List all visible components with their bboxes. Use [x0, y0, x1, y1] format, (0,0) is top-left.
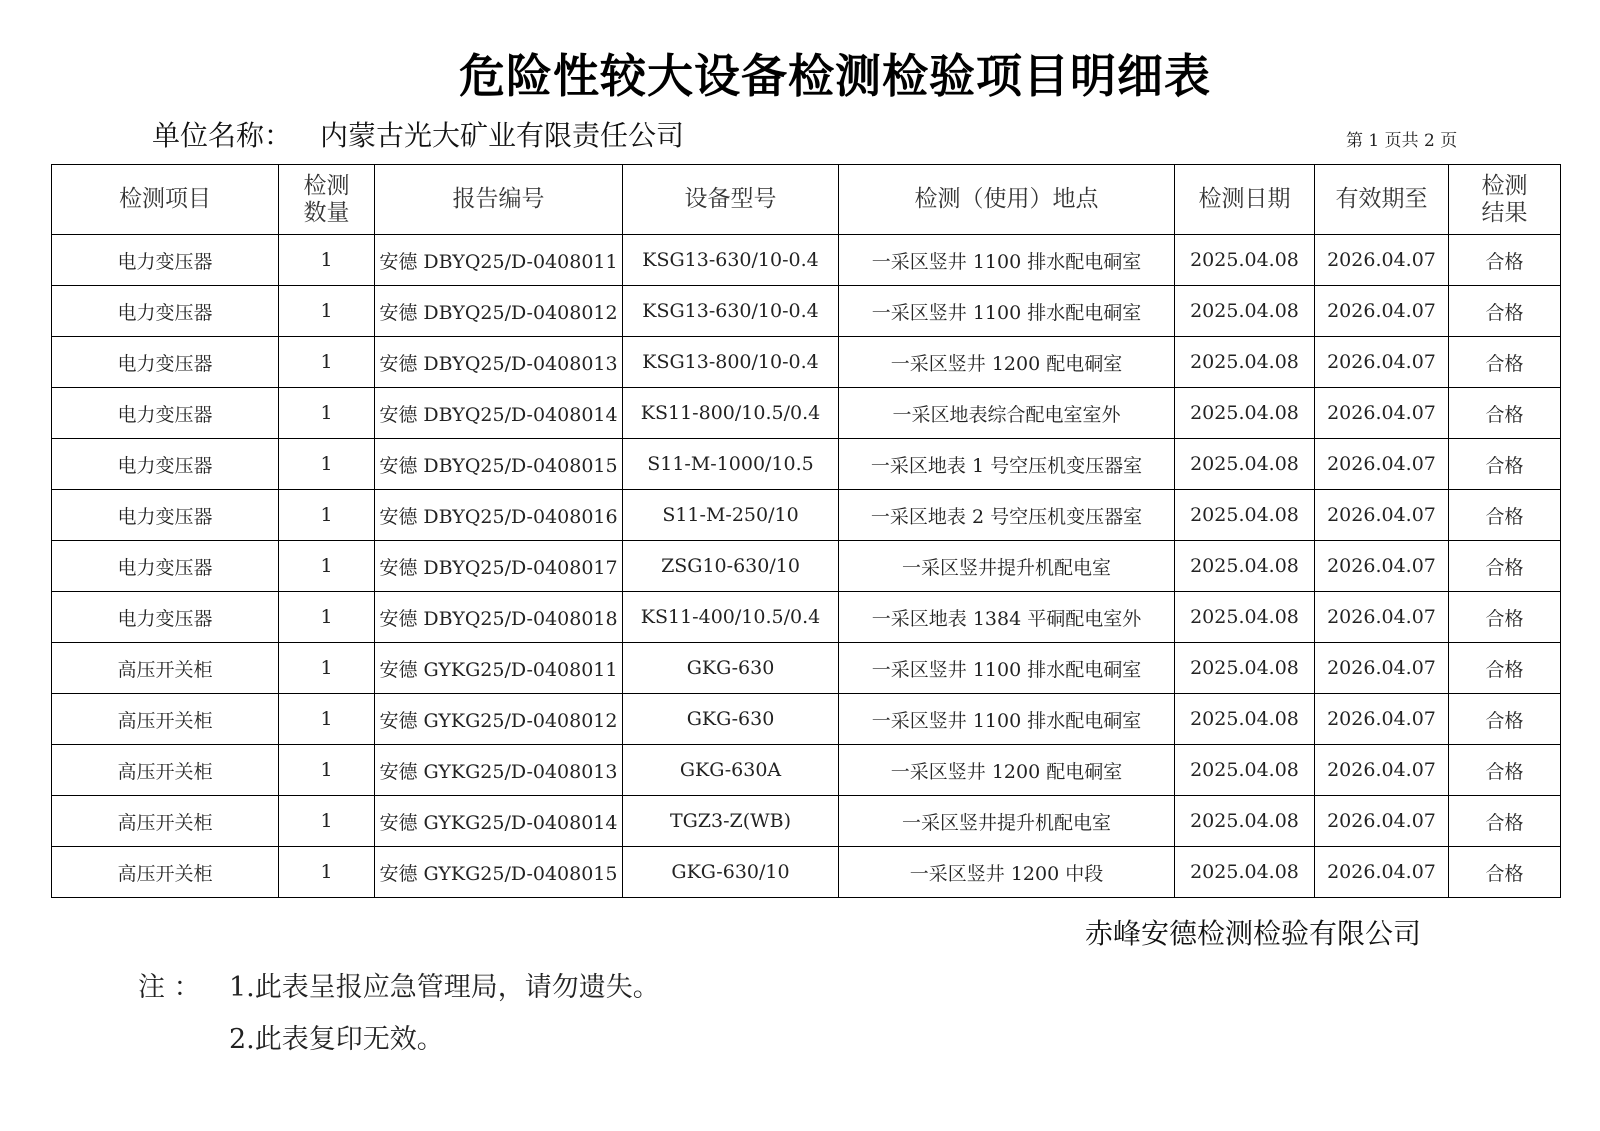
cell-result: 合格	[1449, 286, 1561, 337]
cell-valid-until: 2026.04.07	[1315, 235, 1449, 286]
cell-result: 合格	[1449, 592, 1561, 643]
cell-report-number: 安德 GYKG25/D-0408012	[375, 694, 623, 745]
cell-equipment-model: KSG13-630/10-0.4	[623, 235, 839, 286]
cell-quantity: 1	[279, 235, 375, 286]
cell-valid-until: 2026.04.07	[1315, 847, 1449, 898]
cell-test-date: 2025.04.08	[1175, 745, 1315, 796]
note-text: 1.此表呈报应急管理局，请勿遗失。	[229, 972, 660, 1003]
unit-row	[152, 114, 684, 154]
cell-report-number: 安德 GYKG25/D-0408011	[375, 643, 623, 694]
cell-test-date: 2025.04.08	[1175, 490, 1315, 541]
unit-name: 内蒙古光大矿业有限责任公司	[320, 119, 685, 152]
cell-test-date: 2025.04.08	[1175, 796, 1315, 847]
cell-report-number: 安德 DBYQ25/D-0408012	[375, 286, 623, 337]
cell-equipment-model: KS11-400/10.5/0.4	[623, 592, 839, 643]
cell-equipment-model: GKG-630	[623, 643, 839, 694]
cell-quantity: 1	[279, 286, 375, 337]
cell-result: 合格	[1449, 643, 1561, 694]
cell-test-date: 2025.04.08	[1175, 388, 1315, 439]
cell-result: 合格	[1449, 694, 1561, 745]
header-test-date: 检测日期	[1175, 165, 1315, 235]
cell-result: 合格	[1449, 439, 1561, 490]
cell-test-item: 高压开关柜	[52, 643, 279, 694]
table-row	[52, 847, 1561, 898]
cell-test-date: 2025.04.08	[1175, 541, 1315, 592]
header-quantity: 检测 数量	[279, 165, 375, 235]
cell-report-number: 安德 DBYQ25/D-0408016	[375, 490, 623, 541]
table-body	[52, 235, 1561, 898]
cell-test-date: 2025.04.08	[1175, 337, 1315, 388]
cell-test-item: 电力变压器	[52, 541, 279, 592]
cell-valid-until: 2026.04.07	[1315, 643, 1449, 694]
cell-report-number: 安德 DBYQ25/D-0408014	[375, 388, 623, 439]
document-title: 危险性较大设备检测检验项目明细表	[459, 49, 1211, 103]
note-label: 注 ：	[138, 972, 201, 1003]
cell-result: 合格	[1449, 847, 1561, 898]
table-row	[52, 643, 1561, 694]
cell-test-item: 高压开关柜	[52, 796, 279, 847]
cell-quantity: 1	[279, 643, 375, 694]
note-line	[138, 962, 660, 1014]
cell-valid-until: 2026.04.07	[1315, 490, 1449, 541]
cell-report-number: 安德 DBYQ25/D-0408018	[375, 592, 623, 643]
cell-valid-until: 2026.04.07	[1315, 796, 1449, 847]
cell-quantity: 1	[279, 694, 375, 745]
cell-result: 合格	[1449, 541, 1561, 592]
cell-test-item: 高压开关柜	[52, 694, 279, 745]
cell-report-number: 安德 GYKG25/D-0408015	[375, 847, 623, 898]
cell-location: 一采区竖井提升机配电室	[839, 796, 1175, 847]
table-row	[52, 796, 1561, 847]
cell-valid-until: 2026.04.07	[1315, 694, 1449, 745]
notes-section	[138, 962, 660, 1066]
cell-location: 一采区竖井 1100 排水配电硐室	[839, 235, 1175, 286]
cell-location: 一采区竖井 1100 排水配电硐室	[839, 694, 1175, 745]
header-location: 检测（使用）地点	[839, 165, 1175, 235]
table-row	[52, 388, 1561, 439]
header-valid-until: 有效期至	[1315, 165, 1449, 235]
cell-equipment-model: GKG-630A	[623, 745, 839, 796]
cell-report-number: 安德 DBYQ25/D-0408015	[375, 439, 623, 490]
cell-test-item: 高压开关柜	[52, 745, 279, 796]
cell-equipment-model: S11-M-250/10	[623, 490, 839, 541]
cell-location: 一采区地表 1384 平硐配电室外	[839, 592, 1175, 643]
note-text: 2.此表复印无效。	[229, 1024, 444, 1055]
cell-valid-until: 2026.04.07	[1315, 286, 1449, 337]
cell-valid-until: 2026.04.07	[1315, 541, 1449, 592]
cell-location: 一采区地表 1 号空压机变压器室	[839, 439, 1175, 490]
cell-equipment-model: GKG-630/10	[623, 847, 839, 898]
header-test-item: 检测项目	[52, 165, 279, 235]
table-row	[52, 490, 1561, 541]
header-result: 检测 结果	[1449, 165, 1561, 235]
cell-report-number: 安德 DBYQ25/D-0408013	[375, 337, 623, 388]
cell-valid-until: 2026.04.07	[1315, 337, 1449, 388]
cell-report-number: 安德 DBYQ25/D-0408017	[375, 541, 623, 592]
cell-location: 一采区竖井 1200 中段	[839, 847, 1175, 898]
cell-equipment-model: TGZ3-Z(WB)	[623, 796, 839, 847]
table-row	[52, 694, 1561, 745]
cell-test-item: 电力变压器	[52, 592, 279, 643]
table-row	[52, 541, 1561, 592]
cell-result: 合格	[1449, 490, 1561, 541]
cell-test-item: 电力变压器	[52, 235, 279, 286]
cell-result: 合格	[1449, 745, 1561, 796]
cell-valid-until: 2026.04.07	[1315, 745, 1449, 796]
inspection-table	[51, 164, 1561, 898]
header-equipment-model: 设备型号	[623, 165, 839, 235]
cell-equipment-model: KSG13-630/10-0.4	[623, 286, 839, 337]
cell-test-item: 高压开关柜	[52, 847, 279, 898]
cell-result: 合格	[1449, 235, 1561, 286]
cell-test-date: 2025.04.08	[1175, 235, 1315, 286]
cell-valid-until: 2026.04.07	[1315, 388, 1449, 439]
cell-quantity: 1	[279, 337, 375, 388]
cell-quantity: 1	[279, 592, 375, 643]
cell-report-number: 安德 GYKG25/D-0408013	[375, 745, 623, 796]
unit-label: 单位名称：	[152, 119, 293, 152]
cell-location: 一采区竖井 1200 配电硐室	[839, 337, 1175, 388]
cell-quantity: 1	[279, 388, 375, 439]
cell-location: 一采区竖井 1100 排水配电硐室	[839, 643, 1175, 694]
cell-quantity: 1	[279, 796, 375, 847]
cell-equipment-model: GKG-630	[623, 694, 839, 745]
cell-test-item: 电力变压器	[52, 286, 279, 337]
cell-equipment-model: KS11-800/10.5/0.4	[623, 388, 839, 439]
cell-test-item: 电力变压器	[52, 439, 279, 490]
issuer-company: 赤峰安德检测检验有限公司	[1085, 917, 1422, 950]
cell-quantity: 1	[279, 490, 375, 541]
cell-result: 合格	[1449, 337, 1561, 388]
cell-quantity: 1	[279, 541, 375, 592]
cell-result: 合格	[1449, 796, 1561, 847]
table-row	[52, 592, 1561, 643]
cell-quantity: 1	[279, 439, 375, 490]
cell-location: 一采区竖井 1100 排水配电硐室	[839, 286, 1175, 337]
cell-valid-until: 2026.04.07	[1315, 439, 1449, 490]
cell-equipment-model: KSG13-800/10-0.4	[623, 337, 839, 388]
cell-location: 一采区地表 2 号空压机变压器室	[839, 490, 1175, 541]
cell-report-number: 安德 GYKG25/D-0408014	[375, 796, 623, 847]
cell-test-item: 电力变压器	[52, 388, 279, 439]
cell-result: 合格	[1449, 388, 1561, 439]
cell-equipment-model: S11-M-1000/10.5	[623, 439, 839, 490]
cell-test-date: 2025.04.08	[1175, 694, 1315, 745]
cell-test-date: 2025.04.08	[1175, 847, 1315, 898]
cell-valid-until: 2026.04.07	[1315, 592, 1449, 643]
cell-location: 一采区地表综合配电室室外	[839, 388, 1175, 439]
cell-test-item: 电力变压器	[52, 337, 279, 388]
cell-equipment-model: ZSG10-630/10	[623, 541, 839, 592]
cell-quantity: 1	[279, 745, 375, 796]
cell-report-number: 安德 DBYQ25/D-0408011	[375, 235, 623, 286]
cell-location: 一采区竖井提升机配电室	[839, 541, 1175, 592]
cell-test-date: 2025.04.08	[1175, 643, 1315, 694]
cell-test-date: 2025.04.08	[1175, 439, 1315, 490]
table-row	[52, 439, 1561, 490]
cell-location: 一采区竖井 1200 配电硐室	[839, 745, 1175, 796]
table-row	[52, 286, 1561, 337]
cell-test-date: 2025.04.08	[1175, 286, 1315, 337]
table-row	[52, 337, 1561, 388]
note-line	[138, 1014, 660, 1066]
table-row	[52, 745, 1561, 796]
cell-test-date: 2025.04.08	[1175, 592, 1315, 643]
cell-test-item: 电力变压器	[52, 490, 279, 541]
table-row	[52, 235, 1561, 286]
cell-quantity: 1	[279, 847, 375, 898]
header-report-number: 报告编号	[375, 165, 623, 235]
page-indicator: 第 1 页共 2 页	[1346, 131, 1458, 151]
table-header-row	[52, 165, 1561, 235]
